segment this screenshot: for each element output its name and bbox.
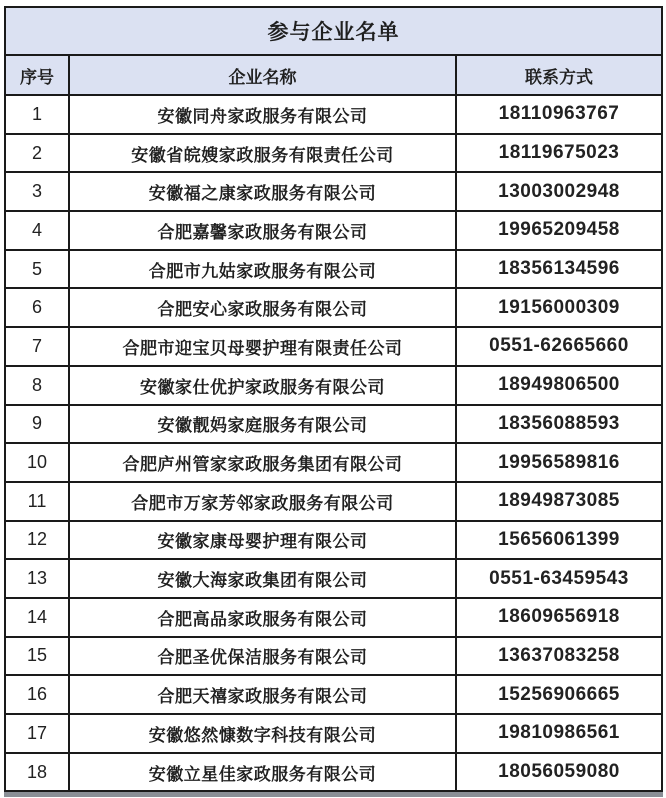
serial-number-cell: 12 bbox=[6, 522, 70, 559]
serial-number-cell: 16 bbox=[6, 676, 70, 713]
company-name-cell: 合肥圣优保洁服务有限公司 bbox=[70, 638, 457, 675]
contact-cell: 19810986561 bbox=[498, 722, 620, 744]
company-name-cell: 合肥安心家政服务有限公司 bbox=[70, 289, 457, 326]
contact-cell: 18119675023 bbox=[498, 142, 620, 164]
table-title: 参与企业名单 bbox=[6, 8, 661, 54]
contact-cell: 15656061399 bbox=[498, 528, 620, 550]
table-row bbox=[6, 249, 661, 288]
contact-cell: 15256906665 bbox=[498, 683, 620, 705]
table-row bbox=[6, 94, 661, 133]
serial-number-cell: 17 bbox=[6, 715, 70, 752]
serial-number-cell: 11 bbox=[6, 483, 70, 520]
contact-cell: 18949873085 bbox=[498, 490, 620, 512]
cropped-next-row-strip bbox=[4, 792, 663, 797]
table-row bbox=[6, 326, 661, 365]
column-header-contact: 联系方式 bbox=[525, 67, 593, 87]
contact-cell: 19956589816 bbox=[498, 451, 620, 473]
serial-number-cell: 3 bbox=[6, 173, 70, 210]
table-row bbox=[6, 520, 661, 559]
contact-cell: 19156000309 bbox=[498, 296, 620, 318]
contact-cell: 18356134596 bbox=[498, 258, 620, 280]
serial-number-cell: 6 bbox=[6, 289, 70, 326]
company-name-cell: 安徽靓妈家庭服务有限公司 bbox=[70, 406, 457, 443]
serial-number-cell: 18 bbox=[6, 754, 70, 791]
column-header-serial: 序号 bbox=[6, 56, 70, 94]
company-name-cell: 合肥庐州管家家政服务集团有限公司 bbox=[70, 444, 457, 481]
table-row bbox=[6, 365, 661, 404]
table-row bbox=[6, 171, 661, 210]
serial-number-cell: 4 bbox=[6, 212, 70, 249]
serial-number-cell: 7 bbox=[6, 328, 70, 365]
serial-number-cell: 8 bbox=[6, 367, 70, 404]
contact-cell: 0551-63459543 bbox=[489, 567, 629, 589]
table-row bbox=[6, 481, 661, 520]
serial-number-cell: 15 bbox=[6, 638, 70, 675]
table-row bbox=[6, 558, 661, 597]
contact-cell: 18949806500 bbox=[498, 374, 620, 396]
contact-cell: 18356088593 bbox=[498, 412, 620, 434]
contact-cell: 18110963767 bbox=[498, 103, 620, 125]
contact-cell: 13637083258 bbox=[498, 644, 620, 666]
table-row bbox=[6, 287, 661, 326]
table-row bbox=[6, 133, 661, 172]
table-row bbox=[6, 752, 661, 791]
contact-cell: 0551-62665660 bbox=[489, 335, 629, 357]
table-row bbox=[6, 597, 661, 636]
contact-cell: 18609656918 bbox=[498, 606, 620, 628]
enterprise-table bbox=[4, 6, 663, 792]
table-body bbox=[6, 94, 661, 790]
serial-number-cell: 5 bbox=[6, 251, 70, 288]
table-header-row bbox=[6, 54, 661, 94]
company-name-cell: 合肥天禧家政服务有限公司 bbox=[70, 676, 457, 713]
company-name-cell: 合肥高品家政服务有限公司 bbox=[70, 599, 457, 636]
company-name-cell: 合肥市迎宝贝母婴护理有限责任公司 bbox=[70, 328, 457, 365]
company-name-cell: 安徽立星佳家政服务有限公司 bbox=[70, 754, 457, 791]
company-name-cell: 安徽同舟家政服务有限公司 bbox=[70, 96, 457, 133]
serial-number-cell: 2 bbox=[6, 135, 70, 172]
column-header-company-name: 企业名称 bbox=[70, 56, 457, 94]
table-row bbox=[6, 404, 661, 443]
serial-number-cell: 13 bbox=[6, 560, 70, 597]
table-row bbox=[6, 636, 661, 675]
contact-cell: 13003002948 bbox=[498, 180, 620, 202]
serial-number-cell: 10 bbox=[6, 444, 70, 481]
company-name-cell: 合肥嘉馨家政服务有限公司 bbox=[70, 212, 457, 249]
company-name-cell: 安徽大海家政集团有限公司 bbox=[70, 560, 457, 597]
table-row bbox=[6, 210, 661, 249]
serial-number-cell: 14 bbox=[6, 599, 70, 636]
table-row bbox=[6, 674, 661, 713]
serial-number-cell: 1 bbox=[6, 96, 70, 133]
company-name-cell: 安徽家康母婴护理有限公司 bbox=[70, 522, 457, 559]
company-name-cell: 合肥市九姑家政服务有限公司 bbox=[70, 251, 457, 288]
company-name-cell: 安徽福之康家政服务有限公司 bbox=[70, 173, 457, 210]
table-row bbox=[6, 442, 661, 481]
company-name-cell: 安徽家仕优护家政服务有限公司 bbox=[70, 367, 457, 404]
contact-cell: 18056059080 bbox=[498, 761, 620, 783]
contact-cell: 19965209458 bbox=[498, 219, 620, 241]
company-name-cell: 合肥市万家芳邻家政服务有限公司 bbox=[70, 483, 457, 520]
serial-number-cell: 9 bbox=[6, 406, 70, 443]
company-name-cell: 安徽省皖嫂家政服务有限责任公司 bbox=[70, 135, 457, 172]
company-name-cell: 安徽悠然慷数字科技有限公司 bbox=[70, 715, 457, 752]
table-row bbox=[6, 713, 661, 752]
